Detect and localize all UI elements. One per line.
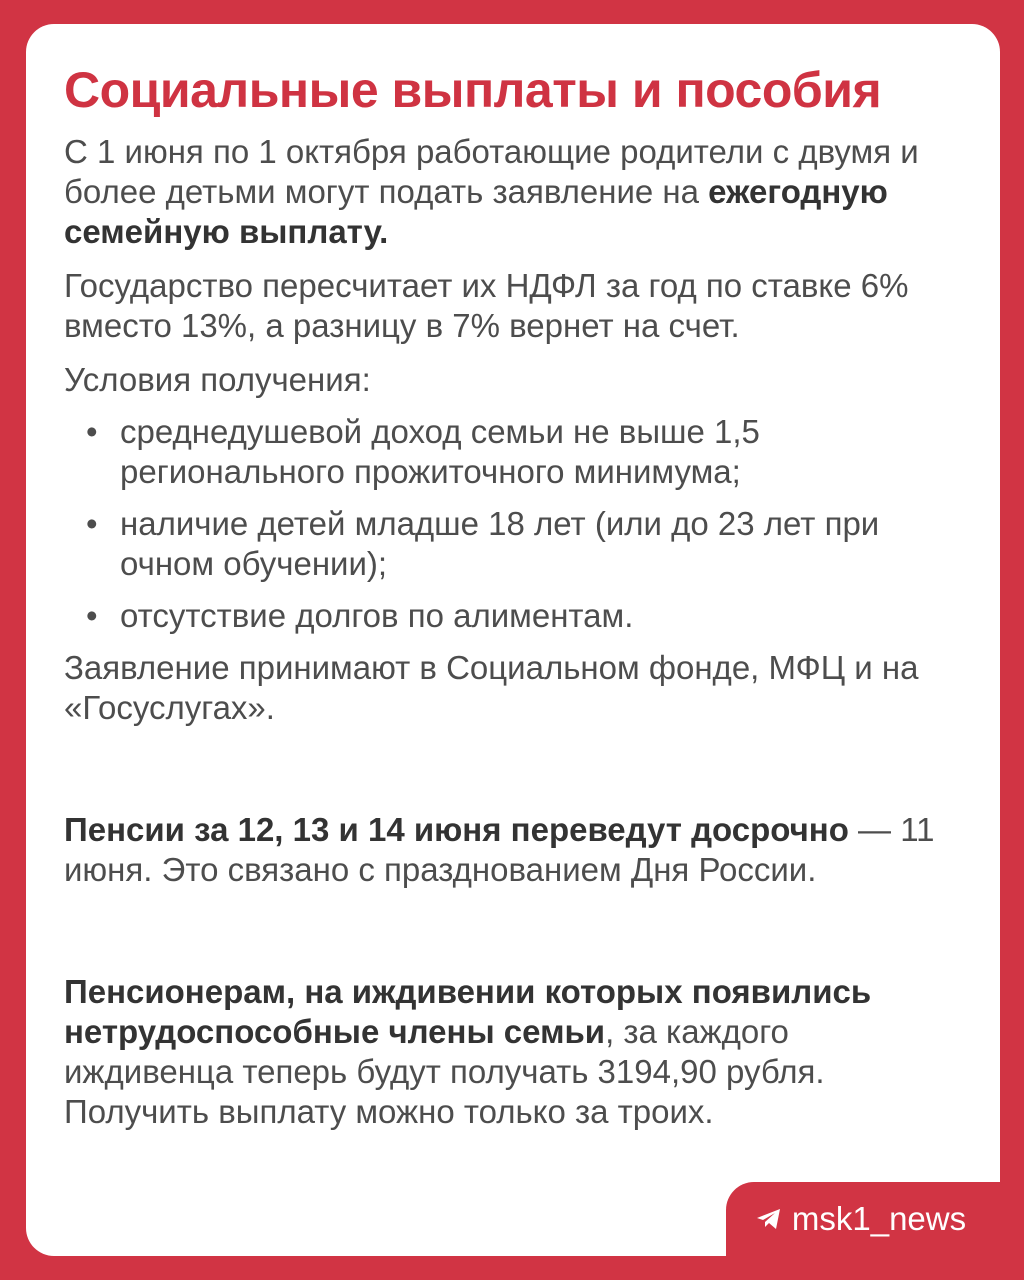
paragraph-dependents: [64, 972, 962, 1132]
paragraph-text: — 11 июня. Это связано с празднованием Дня России.: [64, 811, 935, 888]
conditions-heading: Условия получения:: [64, 361, 371, 398]
paragraph-tax-recalc: Государство пересчитает их НДФЛ за год по ставке 6% вместо 13%, а разницу в 7% вернет на счет.: [64, 267, 909, 344]
brand-handle: msk1_news: [791, 1200, 967, 1237]
paragraph-family-payment: [64, 132, 962, 252]
paragraph-bold: ежегодную семейную выплату.: [64, 173, 888, 250]
telegram-icon: [756, 1207, 782, 1231]
paragraph-pensions-early: [64, 810, 962, 890]
list-item-text: наличие детей младше 18 лет (или до 23 лет при очном обучении);: [120, 505, 880, 582]
brand-inner: [756, 1200, 966, 1238]
bullet-icon: •: [86, 413, 98, 450]
bullet-icon: •: [86, 505, 98, 542]
paragraph-text: , за каждого иждивенца теперь будут получать 3194,90 рубля. Получить выплату можно только за троих.: [64, 1013, 825, 1130]
paragraph-text: С 1 июня по 1 октября работающие родители с двумя и более детьми могут подать заявление на: [64, 133, 919, 210]
list-item: [64, 504, 962, 584]
page-title: Социальные выплаты и пособия: [64, 62, 882, 118]
paragraph-bold: Пенсии за 12, 13 и 14 июня переведут досрочно: [64, 811, 849, 848]
news-card: [26, 24, 1000, 1256]
paragraph-where-to-apply: Заявление принимают в Социальном фонде, МФЦ и на «Госуслугах».: [64, 649, 919, 726]
list-item-text: отсутствие долгов по алиментам.: [120, 597, 634, 634]
conditions-list: [64, 412, 962, 636]
list-item: [64, 596, 962, 636]
list-item: [64, 412, 962, 492]
list-item-text: среднедушевой доход семьи не выше 1,5 регионального прожиточного минимума;: [120, 413, 760, 490]
brand-badge[interactable]: [726, 1182, 1024, 1256]
bullet-icon: •: [86, 597, 98, 634]
paragraph-bold: Пенсионерам, на иждивении которых появились нетрудоспособные члены семьи: [64, 973, 872, 1050]
